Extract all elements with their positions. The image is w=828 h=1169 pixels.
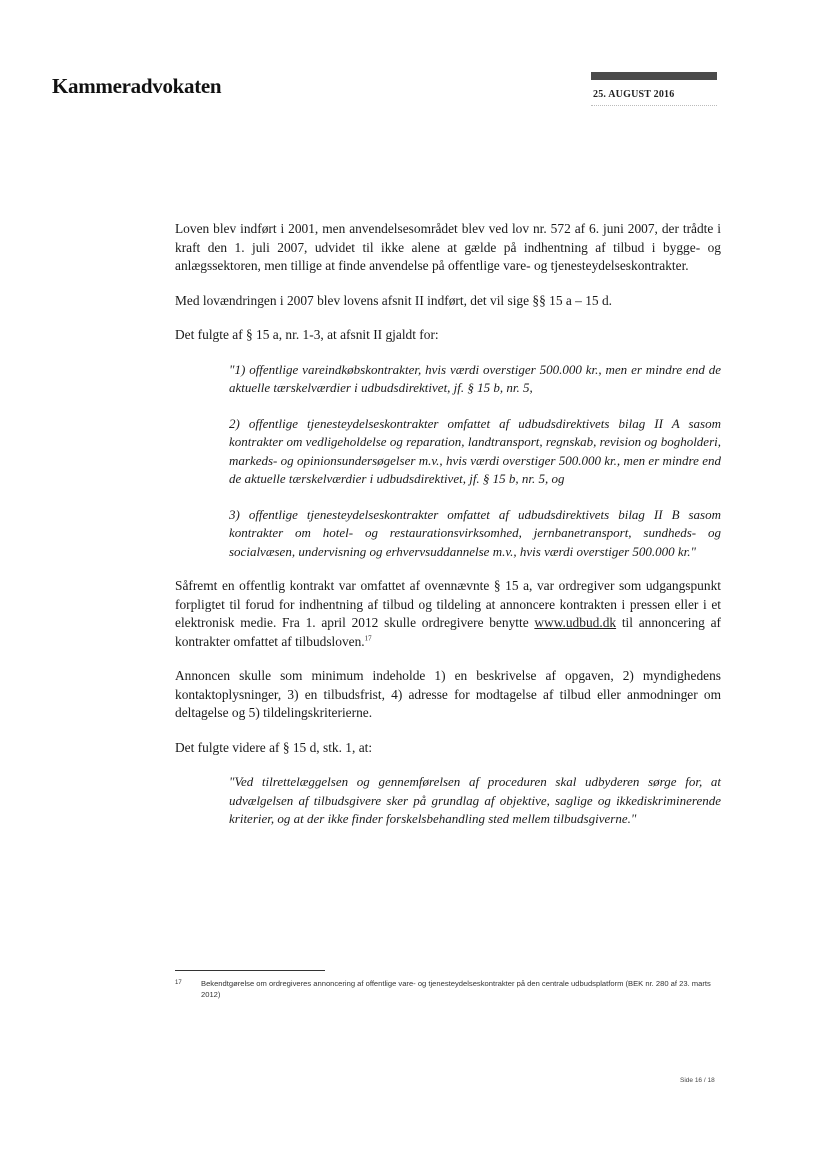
document-date: 25. AUGUST 2016 — [593, 89, 675, 100]
footnote-number: 17 — [175, 980, 182, 986]
paragraph-section-15d: Det fulgte videre af § 15 d, stk. 1, at: — [175, 739, 373, 755]
document-body — [175, 220, 721, 829]
paragraph-text-end: til annoncering af kontrakter omfattet af tilbudsloven. — [175, 615, 721, 649]
paragraph-text-start: Såfremt en offentlig kontrakt var omfattet af ovennævnte § 15 a, var ordregiver som udgangspunkt forpligtet til forud for indhentning af tilbud og tildeling at annoncere kontrakten i pressen eller i et elektronisk medie. Fra 1. april 2012 skulle ordregivere benytte — [175, 578, 721, 630]
paragraph-law-introduction: Loven blev indført i 2001, men anvendelsesområdet blev ved lov nr. 572 af 6. juni 2007, der trådte i kraft den 1. juli 2007, udvidet til ikke alene at gælde på indhentning af tilbud i bygge- og anlægssektoren, men tillige at finde anvendelse på offentlige vare- og tjenesteydelseskontrakter. — [175, 221, 721, 273]
footnote-text: Bekendtgørelse om ordregiveres annoncering af offentlige vare- og tjenesteydelseskontrakter på den centrale udbudsplatform (BEK nr. 280 af 23. marts 2012) — [201, 979, 711, 999]
quote-section-15d: "Ved tilrettelæggelsen og gennemførelsen af proceduren skal udbyderen sørge for, at udvælgelsen af tilbudsgivere sker på grundlag af objektive, saglige og ikkediskriminerende kriterier, og at der ikke finder forskelsbehandling sted mellem tilbudsgiverne." — [229, 774, 721, 826]
footnote-reference[interactable]: 17 — [364, 634, 372, 643]
quote-item-1: "1) offentlige vareindkøbskontrakter, hvis værdi overstiger 500.000 kr., men er mindre end de aktuelle tærskelværdier i udbudsdirektivet, jf. § 15 b, nr. 5, — [229, 361, 721, 395]
header-bar — [591, 72, 717, 80]
paragraph-section-15a: Det fulgte af § 15 a, nr. 1-3, at afsnit II gjaldt for: — [175, 327, 439, 342]
quote-item-2: 2) offentlige tjenesteydelseskontrakter omfattet af udbudsdirektivets bilag II A sasom kontrakter om vedligeholdelse og reparation, landtransport, regnskab, revision og bogholderi, markeds- og opinionsundersøgelser m.v., hvis værdi overstiger 500.000 kr., men er mindre end de aktuelle tærskelværdier i udbudsdirektivet, jf. § 15 b, nr. 5, og — [229, 415, 721, 486]
page-number: Side 16 / 18 — [680, 1077, 715, 1084]
udbud-link[interactable]: www.udbud.dk — [534, 615, 617, 630]
kammeradvokaten-logo: Kammeradvokaten — [52, 74, 222, 98]
footnote — [175, 978, 721, 1000]
paragraph-announcement-content: Annoncen skulle som minimum indeholde 1) en beskrivelse af opgaven, 2) myndighedens kontaktoplysninger, 3) en tilbudsfrist, 4) adresse for modtagelse af tilbud eller anmodninger om deltagelse og 5) tildelingskriterierne. — [175, 668, 721, 720]
paragraph-announcement-obligation — [175, 577, 721, 651]
paragraph-amendment-2007: Med lovændringen i 2007 blev lovens afsnit II indført, det vil sige §§ 15 a – 15 d. — [175, 292, 612, 308]
quote-item-3: 3) offentlige tjenesteydelseskontrakter omfattet af udbudsdirektivets bilag II B sasom kontrakter om hotel- og restaurationsvirksomhed, jernbanetransport, sundheds- og socialvæsen, undervisning og erhvervsuddannelse m.v., hvis værdi overstiger 500.000 kr." — [229, 506, 721, 559]
date-divider — [591, 105, 717, 107]
footnote-divider — [175, 970, 325, 971]
